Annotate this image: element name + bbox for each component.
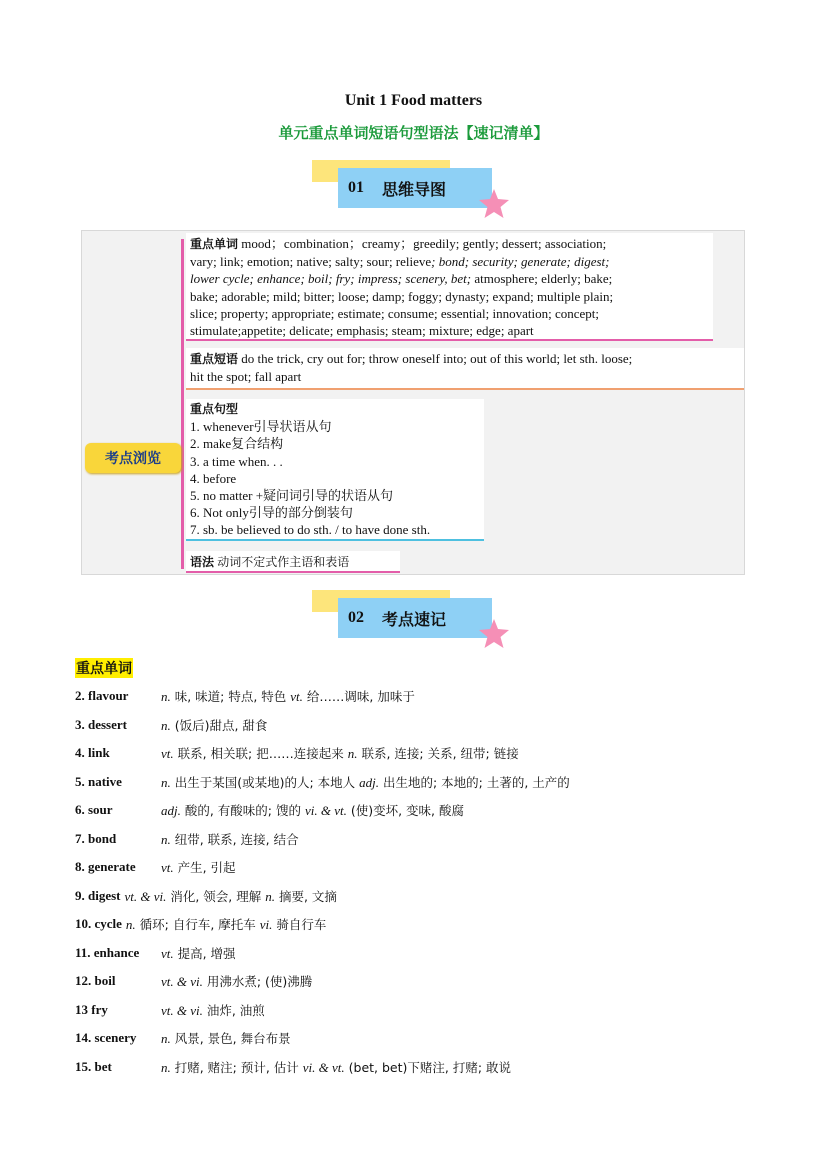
definition-text: 打赌, 赌注; 预计, 估计	[170, 1059, 303, 1075]
part-of-speech: adj.	[359, 774, 380, 790]
definition-text: 味, 味道; 特点, 特色	[170, 689, 291, 704]
definition-text: 联系, 相关联; 把……连接起来	[173, 746, 348, 761]
banner-label: 考点速记	[382, 609, 447, 629]
part-of-speech: vt. & vi.	[161, 974, 203, 989]
key-words-line-italic: lower cycle; enhance; boil; fry; impress; scenery, bet;	[190, 271, 472, 287]
key-words-label: 重点单词	[190, 237, 239, 251]
key-words-line: vary; link; emotion; native; salty; sour; relieve	[190, 254, 432, 270]
vocab-word: 7. bond	[75, 830, 117, 846]
part-of-speech: n.	[161, 1059, 171, 1075]
vocab-definition	[161, 944, 236, 962]
definition-text: 骑自行车	[272, 917, 327, 932]
vocab-definition	[161, 744, 519, 762]
vocab-word: 2. flavour	[75, 688, 129, 703]
key-words-line-italic: ; bond; security; generate; digest;	[431, 254, 610, 270]
part-of-speech: n.	[347, 746, 358, 761]
part-of-speech: n.	[161, 774, 171, 790]
sentence-item: 6. Not only引导的部分倒装句	[190, 505, 353, 521]
definition-text: 循环; 自行车, 摩托车	[135, 917, 260, 932]
part-of-speech: vi.	[259, 917, 273, 932]
vocab-row	[75, 1057, 511, 1077]
definition-text: 提高, 增强	[173, 945, 236, 961]
star-icon	[478, 188, 510, 220]
banner-number: 01	[348, 179, 364, 196]
part-of-speech: vt.	[161, 860, 174, 875]
vocab-definition	[161, 1058, 511, 1076]
vocab-word: 11. enhance	[75, 944, 140, 960]
part-of-speech: n.	[161, 717, 171, 733]
vocab-definition	[161, 1029, 291, 1047]
banner-box	[338, 598, 492, 638]
vocab-word: 6. sour	[75, 802, 113, 817]
vocab-row	[75, 686, 415, 706]
vocab-row	[75, 857, 236, 877]
definition-text: 用沸水煮; (使)沸腾	[202, 974, 313, 989]
definition-text: (bet, bet)下赌注, 打赌; 敢说	[344, 1059, 512, 1075]
vocab-word: 8. generate	[75, 859, 136, 874]
page-subtitle: 单元重点单词短语句型语法【速记清单】	[278, 124, 549, 142]
page-title: Unit 1 Food matters	[344, 92, 483, 109]
definition-text: 出生地的; 本地的; 土著的, 土产的	[379, 774, 570, 790]
definition-text: 纽带, 联系, 连接, 结合	[170, 831, 299, 847]
grammar-box	[186, 551, 400, 573]
vocab-row	[75, 971, 312, 991]
vocab-row	[75, 800, 464, 820]
key-sentences-box	[186, 399, 484, 541]
vocab-word: 3. dessert	[75, 716, 127, 732]
section-banner-notes	[312, 590, 512, 650]
banner-number: 02	[348, 609, 364, 626]
vocab-word: 9. digest	[75, 887, 121, 903]
key-words-line: atmosphere; elderly; bake;	[471, 271, 613, 287]
part-of-speech: n.	[161, 689, 171, 704]
vocab-definition	[161, 716, 267, 734]
vocab-word: 13 fry	[75, 1001, 108, 1017]
banner-label: 思维导图	[382, 179, 447, 199]
mindmap-badge: 考点浏览	[85, 443, 181, 473]
vocab-section-title: 重点单词	[75, 658, 133, 678]
sentence-item: 7. sb. be believed to do sth. / to have done sth.	[190, 522, 431, 538]
definition-text: 消化, 领会, 理解	[166, 888, 266, 904]
vocab-word: 4. link	[75, 745, 110, 760]
definition-text: 酸的, 有酸味的; 馊的	[180, 803, 305, 818]
vocab-row	[75, 886, 337, 906]
definition-text: 联系, 连接; 关系, 纽带; 链接	[357, 746, 519, 761]
vocab-definition	[161, 687, 415, 705]
part-of-speech: vt.	[290, 689, 303, 704]
vocab-row	[75, 829, 299, 849]
part-of-speech: adj.	[161, 803, 181, 818]
key-words-line: slice; property; appropriate; estimate; consume; essential; innovation; concept;	[190, 305, 600, 321]
vocab-definition	[161, 972, 312, 990]
vocab-definition	[126, 915, 326, 933]
part-of-speech: n.	[125, 917, 136, 932]
definition-text: 摘要, 文摘	[274, 888, 337, 904]
definition-text: 出生于某国(或某地)的人; 本地人	[170, 774, 360, 790]
grammar-label: 语法	[190, 555, 215, 569]
definition-text: (饭后)甜点, 甜食	[170, 717, 268, 733]
vocab-word: 15. bet	[75, 1058, 112, 1074]
sentence-item: 3. a time when. . .	[190, 453, 283, 469]
vocab-word: 14. scenery	[75, 1030, 137, 1045]
vocab-definition	[161, 830, 299, 848]
vocab-word: 5. native	[75, 773, 122, 789]
key-sentences-label: 重点句型	[190, 402, 239, 416]
vocab-row	[75, 715, 267, 735]
definition-text: 产生, 引起	[173, 860, 236, 875]
vocab-word: 10. cycle	[75, 916, 122, 931]
vocab-row	[75, 1028, 291, 1048]
part-of-speech: vi. & vt.	[302, 1059, 345, 1075]
grammar-text: 动词不定式作主语和表语	[217, 555, 350, 569]
vocab-definition	[161, 801, 464, 819]
vocab-word: 12. boil	[75, 973, 116, 988]
key-words-box	[186, 233, 713, 341]
part-of-speech: n.	[161, 831, 171, 847]
sentence-item: 2. make复合结构	[190, 436, 284, 452]
sentence-item: 5. no matter +疑问词引导的状语从句	[190, 488, 394, 504]
sentence-item: 1. whenever引导状语从句	[190, 419, 332, 435]
key-words-line: mood；combination；creamy；greedily; gently; dessert; association;	[241, 236, 607, 251]
vocab-row	[75, 1000, 265, 1020]
sentence-item: 4. before	[190, 470, 237, 486]
definition-text: 风景, 景色, 舞台布景	[170, 1031, 291, 1046]
part-of-speech: vi. & vt.	[304, 803, 347, 818]
part-of-speech: n.	[161, 1031, 171, 1046]
banner-box	[338, 168, 492, 208]
key-phrases-line: hit the spot; fall apart	[190, 369, 302, 385]
part-of-speech: vt.	[161, 945, 174, 961]
part-of-speech: n.	[265, 888, 275, 904]
key-phrases-line: do the trick, cry out for; throw oneself into; out of this world; let sth. loose;	[241, 351, 633, 366]
section-banner-mindmap	[312, 160, 512, 220]
vocab-row	[75, 772, 570, 792]
definition-text: (使)变坏, 变味, 酸腐	[346, 803, 464, 818]
key-phrases-box	[186, 348, 744, 390]
vocab-definition	[161, 858, 236, 876]
vocab-row	[75, 914, 326, 934]
vocab-definition	[125, 887, 337, 905]
vocab-definition	[161, 773, 570, 791]
mindmap-branch-line	[181, 239, 184, 569]
part-of-speech: vt.	[161, 746, 174, 761]
part-of-speech: vt. & vi.	[124, 888, 167, 904]
vocab-definition	[161, 1001, 265, 1019]
star-icon	[478, 618, 510, 650]
key-phrases-label: 重点短语	[190, 352, 239, 366]
vocab-row	[75, 943, 236, 963]
mind-map	[81, 230, 745, 575]
part-of-speech: vt. & vi.	[161, 1002, 203, 1018]
vocab-row	[75, 743, 519, 763]
definition-text: 给……调味, 加味于	[302, 689, 415, 704]
key-words-line: stimulate;appetite; delicate; emphasis; steam; mixture; edge; apart	[190, 323, 534, 339]
definition-text: 油炸, 油煎	[202, 1002, 265, 1018]
key-words-line: bake; adorable; mild; bitter; loose; damp; foggy; dynasty; expand; multiple plain;	[190, 288, 614, 304]
